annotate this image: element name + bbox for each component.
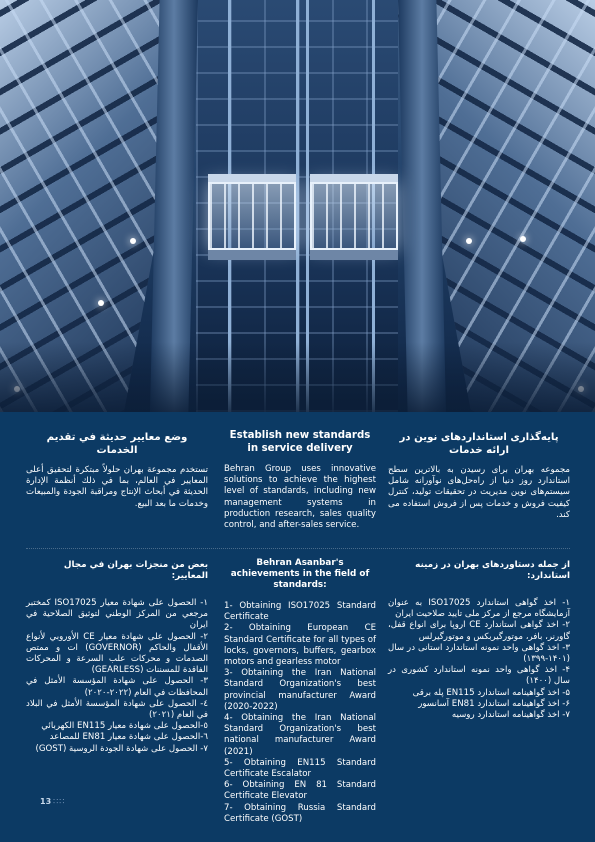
arabic-achievements <box>26 560 208 755</box>
list-item: ۳- اخذ گواهی واحد نمونه استاندارد استانی در سال (۱۴۰۱-۱۳۹۹) <box>388 642 570 665</box>
persian-body: مجموعه بهران برای رسیدن به بالاترین سطح استاندارد روز دنیا از راه‌حل‌های نوآورانه شامل سیستم‌های نوین مدیریت در تحقیقات تولید، کنترل کیفیت فروش و خدمات پس از فروش استفاده می کند. <box>388 465 570 520</box>
english-intro <box>224 430 376 531</box>
english-achievements-list <box>224 601 376 825</box>
list-item: 1- Obtaining ISO17025 Standard Certificate <box>224 601 376 623</box>
cab-roof <box>310 174 398 182</box>
list-item: 3- Obtaining the Iran National Standard Organization's best provincial manufacturer Award (2020-2022) <box>224 668 376 712</box>
persian-intro <box>388 432 570 521</box>
cab-roof <box>208 174 296 182</box>
section-divider <box>26 548 570 549</box>
list-item: 2- Obtaining European CE Standard Certificate for all types of locks, governors, buffers, gearbox motors and gearless motor <box>224 623 376 668</box>
cab-base <box>310 250 398 260</box>
cab-base <box>208 250 296 260</box>
list-item: 5- Obtaining EN115 Standard Certificate Escalator <box>224 757 376 780</box>
arabic-achievements-title: بعض من منجزات بهران في مجال المعايير: <box>63 560 208 581</box>
english-achievements <box>224 558 376 825</box>
english-body: Behran Group uses innovative solutions to achieve the highest level of standards, including new management systems in production research, sales quality control, and after-sales service. <box>224 464 376 531</box>
persian-achievements <box>388 560 570 721</box>
page-number-value: 13 <box>40 797 52 806</box>
list-item: ۱- اخذ گواهی استاندارد ISO17025 به عنوان آزمایشگاه مرجع از مرکز ملی تایید صلاحیت ایران <box>388 598 571 620</box>
floor-shadow <box>0 342 595 412</box>
elevator-cab-left <box>208 182 296 250</box>
elevator-cab-right <box>310 182 398 250</box>
page-number-dots: ∷∷ <box>53 797 66 806</box>
persian-achievements-list <box>388 598 570 721</box>
hero-image-elevator-shaft <box>0 0 595 412</box>
list-item: ۲- اخذ گواهی استاندارد CE اروپا برای انواع قفل، گاورنر، بافر، موتورگیربکس و موتورگیرلس <box>388 620 571 642</box>
list-item: ۷- اخذ گواهینامه استاندارد روسیه <box>451 710 570 721</box>
persian-title: پایه‌گذاری استانداردهای نوین در ارائه خدمات <box>399 432 559 456</box>
arabic-intro <box>26 432 208 510</box>
ceiling-lamp <box>520 236 526 242</box>
list-item: ۵- اخذ گواهینامه استاندارد EN115 پله برقی <box>412 687 570 698</box>
list-item: 4- Obtaining the Iran National Standard Organization's best national manufacturer Award (2021) <box>224 713 376 757</box>
list-item: ٣- الحصول على شهادة المؤسسة الأمثل في المحافظات في العام (٢٠٢٢-٢٠٢٠) <box>26 676 208 698</box>
list-item: 6- Obtaining EN 81 Standard Certificate Elevator <box>224 780 376 802</box>
list-item: ١- الحصول على شهادة معيار ISO17025 كمختبر مرجعي من المركز الوطني لتوثيق الصلاحية في ايران <box>26 598 208 631</box>
arabic-body: تستخدم مجموعة بهران حلولاً مبتكرة لتحقيق أعلى المعايير في العالم، بما في ذلك أنظمة الإدارة الحديثة في أبحاث الإنتاج ومراقبة الجودة والمبيعات وخدمات ما بعد البيع. <box>26 465 208 509</box>
list-item: ٢- الحصول على شهادة معيار CE الأوروبي لأنواع الأقفال والحاكم (GOVERNOR) ات و ممتص الصدمات و محركات علب السرعة و المحركات الفاقدة للمسننات (GEARLESS) <box>26 631 208 676</box>
ceiling-lamp <box>130 238 136 244</box>
list-item: ۴- اخذ گواهی واحد نمونه استاندارد کشوری در سال (۱۴۰۰) <box>388 665 570 687</box>
ceiling-lamp <box>466 238 472 244</box>
list-item: ٧- الحصول على شهادة الجودة الروسية (GOST) <box>35 743 208 754</box>
list-item: ٥-الحصول على شهادة معيار EN115 الكهربائي <box>41 721 208 732</box>
english-achievements-title: Behran Asanbar's achievements in the field of standards: <box>230 558 370 590</box>
list-item: ۶- اخذ گواهینامه استاندارد EN81 آسانسور <box>418 698 570 709</box>
persian-achievements-title: از جمله دستاوردهای بهران در زمینه استاندارد: <box>415 560 570 581</box>
page-number <box>40 797 65 806</box>
list-item: ٤- الحصول على شهادة المؤسسة الأمثل في البلاد في العام (٢٠٢١) <box>26 698 208 721</box>
arabic-achievements-list <box>26 598 208 755</box>
list-item: 7- Obtaining Russia Standard Certificate (GOST) <box>224 802 376 824</box>
ceiling-lamp <box>98 300 104 306</box>
arabic-title: وضع معايير حديثة في تقديم الخدمات <box>46 432 188 456</box>
list-item: ٦-الحصول على شهادة معيار EN81 للمصاعد <box>49 732 208 743</box>
english-title: Establish new standards in service delivery <box>229 430 371 454</box>
